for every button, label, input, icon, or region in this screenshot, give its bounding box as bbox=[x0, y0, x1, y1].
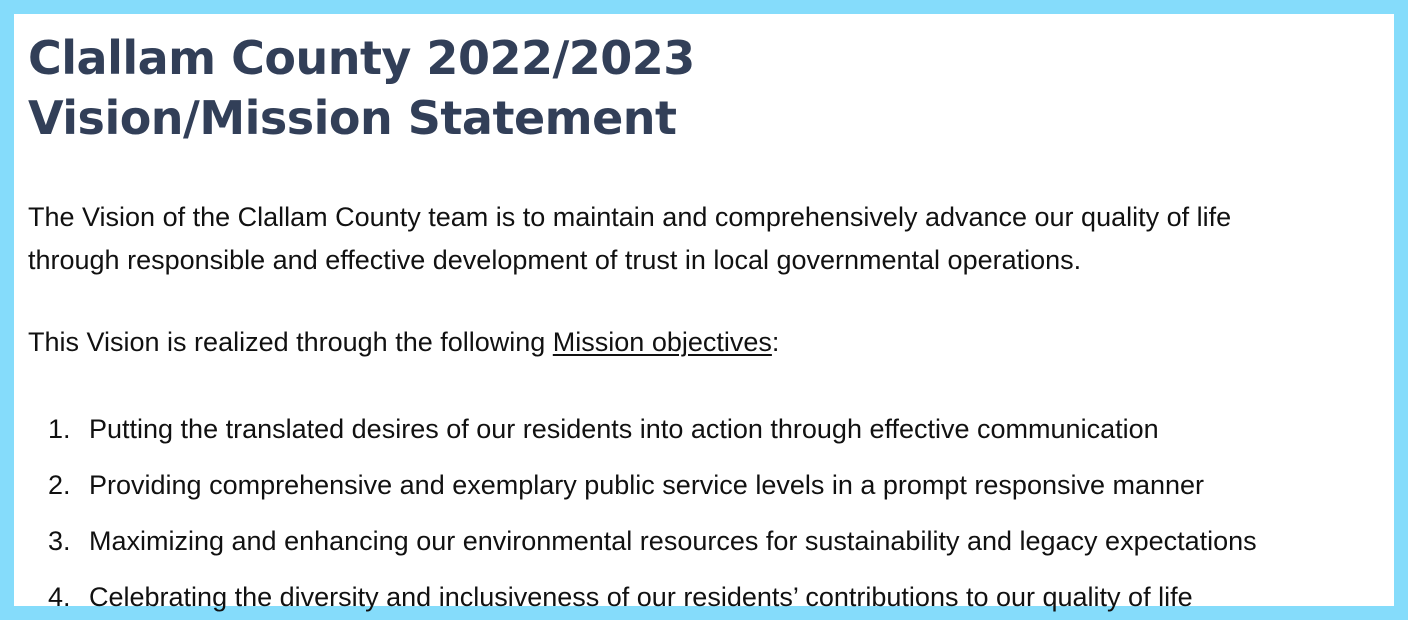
title-line-1: Clallam County 2022/2023 bbox=[28, 31, 695, 85]
list-item-number: 3. bbox=[48, 526, 71, 556]
list-item-text: Putting the translated desires of our residents into action through effective communication bbox=[89, 414, 1159, 444]
list-item-text: Celebrating the diversity and inclusiveness of our residents’ contributions to our quality of life bbox=[89, 582, 1193, 612]
mission-intro-prefix: This Vision is realized through the following bbox=[28, 327, 553, 357]
list-item-number: 1. bbox=[48, 414, 71, 444]
vision-line-1: The Vision of the Clallam County team is to maintain and comprehensively advance our quality of life bbox=[28, 202, 1232, 232]
mission-intro-suffix: : bbox=[771, 327, 780, 357]
mission-intro bbox=[28, 324, 779, 360]
mission-objectives-link[interactable]: Mission objectives bbox=[552, 327, 772, 357]
title-line-2: Vision/Mission Statement bbox=[28, 91, 677, 145]
vision-line-2: through responsible and effective development of trust in local governmental operations. bbox=[28, 245, 1082, 275]
page-title bbox=[28, 28, 1408, 148]
vision-paragraph bbox=[28, 196, 1408, 282]
list-item-text: Maximizing and enhancing our environmental resources for sustainability and legacy expectations bbox=[89, 526, 1257, 556]
list-item-number: 4. bbox=[48, 582, 71, 612]
document-content bbox=[28, 28, 1408, 620]
list-item-text: Providing comprehensive and exemplary public service levels in a prompt responsive manner bbox=[89, 470, 1205, 500]
list-item-number: 2. bbox=[48, 470, 71, 500]
